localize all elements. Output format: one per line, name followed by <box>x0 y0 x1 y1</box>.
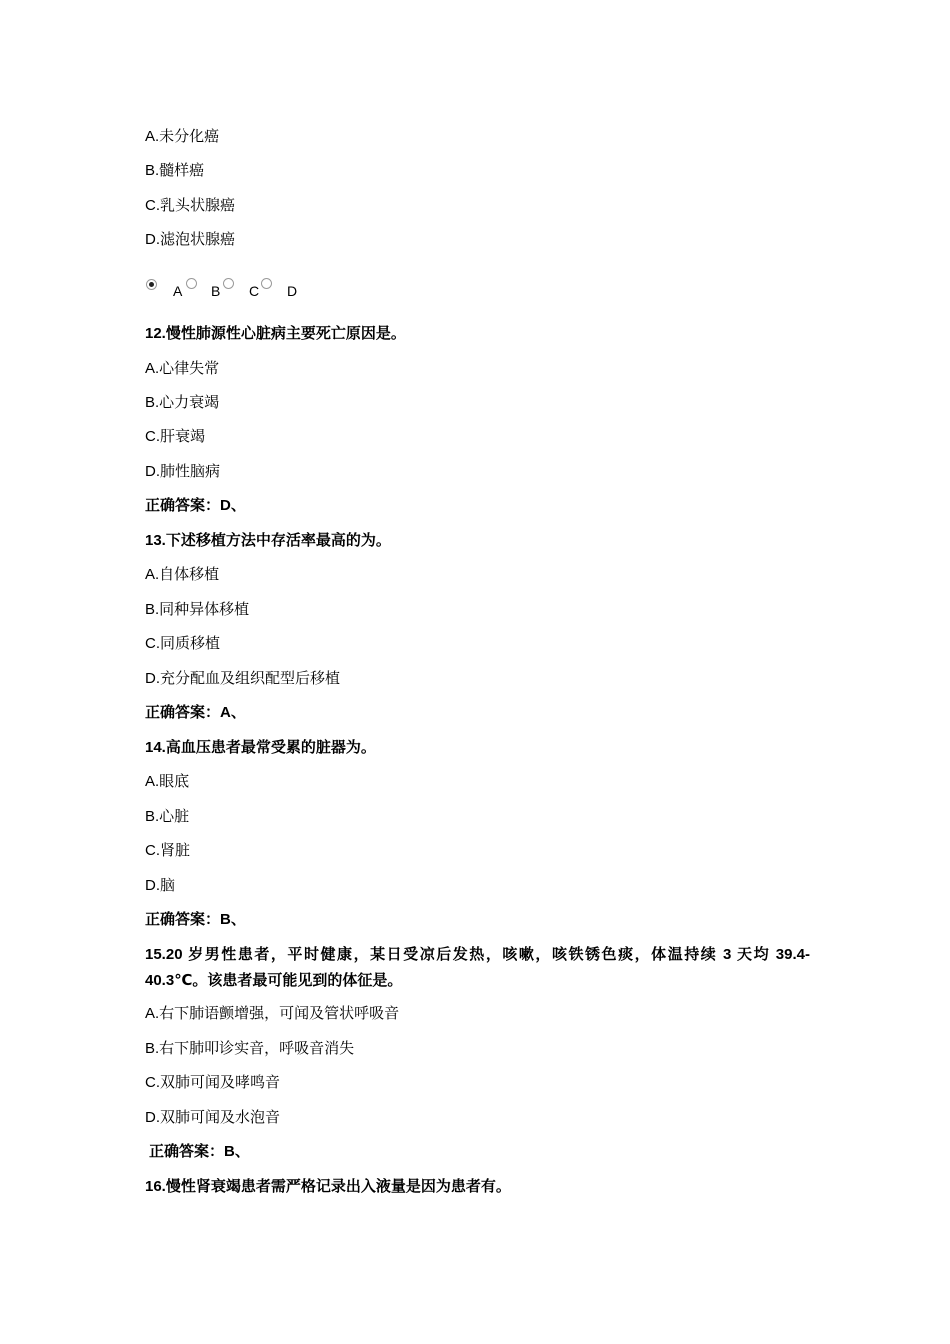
q11-option-a: A.未分化癌 <box>145 128 220 145</box>
radio-label-a: A <box>173 283 183 299</box>
q15-answer: 正确答案：B、 <box>149 1143 250 1160</box>
q12-option-c: C.肝衰竭 <box>145 428 206 445</box>
q13-option-d: D.充分配血及组织配型后移植 <box>145 670 341 687</box>
q13-answer: 正确答案：A、 <box>145 704 246 721</box>
q14-option-a: A.眼底 <box>145 773 190 790</box>
q12-option-b: B.心力衰竭 <box>145 394 220 411</box>
radio-label-c: C <box>249 283 260 299</box>
q12-answer: 正确答案：D、 <box>145 497 246 514</box>
q15-option-c: C.双肺可闻及哮鸣音 <box>145 1074 281 1091</box>
q16-question: 16.慢性肾衰竭患者需严格记录出入液量是因为患者有。 <box>145 1178 511 1195</box>
radio-d[interactable] <box>261 278 272 289</box>
q11-option-d: D.滤泡状腺癌 <box>145 231 236 248</box>
q15-option-b: B.右下肺叩诊实音，呼吸音消失 <box>145 1040 355 1057</box>
q15-option-a: A.右下肺语颤增强，可闻及管状呼吸音 <box>145 1005 400 1022</box>
q15-question: 15.20 岁男性患者，平时健康，某日受凉后发热，咳嗽，咳铁锈色痰，体温持续 3 天均 39.4-40.3℃。该患者最可能见到的体征是。 <box>145 946 810 989</box>
q12-question: 12.慢性肺源性心脏病主要死亡原因是。 <box>145 325 406 342</box>
radio-label-b: B <box>211 283 221 299</box>
q14-option-b: B.心脏 <box>145 808 190 825</box>
radio-b[interactable] <box>186 278 197 289</box>
radio-a[interactable] <box>146 279 157 290</box>
q15-option-d: D.双肺可闻及水泡音 <box>145 1109 281 1126</box>
radio-label-d: D <box>287 283 298 299</box>
q14-option-c: C.肾脏 <box>145 842 191 859</box>
q14-answer: 正确答案：B、 <box>145 911 246 928</box>
radio-c[interactable] <box>223 278 234 289</box>
q13-option-c: C.同质移植 <box>145 635 221 652</box>
q11-option-b: B.髓样癌 <box>145 162 205 179</box>
q14-question: 14.高血压患者最常受累的脏器为。 <box>145 739 376 756</box>
q14-option-d: D.脑 <box>145 877 176 894</box>
q12-option-d: D.肺性脑病 <box>145 463 221 480</box>
q13-option-a: A.自体移植 <box>145 566 220 583</box>
q12-option-a: A.心律失常 <box>145 360 220 377</box>
q13-option-b: B.同种异体移植 <box>145 601 250 618</box>
q11-option-c: C.乳头状腺癌 <box>145 197 236 214</box>
q13-question: 13.下述移植方法中存活率最高的为。 <box>145 532 391 549</box>
